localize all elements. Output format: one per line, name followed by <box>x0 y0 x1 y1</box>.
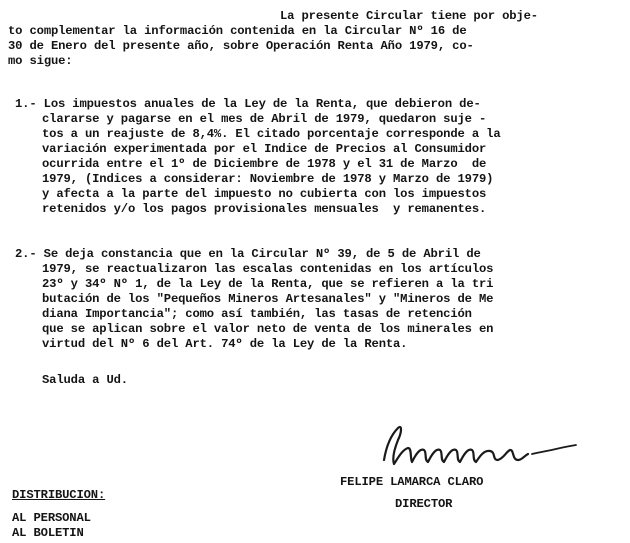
item1-line-6: 1979, (Indices a considerar: Noviembre de 1978 y Marzo de 1979) <box>42 172 494 186</box>
intro-line-4: mo sigue: <box>8 54 73 68</box>
intro-line-3: 30 de Enero del presente año, sobre Operación Renta Año 1979, co- <box>8 39 474 53</box>
item1-line-8: retenidos y/o los pagos provisionales mensuales y remanentes. <box>42 202 487 216</box>
intro-line-2: to complementar la información contenida en la Circular Nº 16 de <box>8 24 467 38</box>
item1-line-7: y afecta a la parte del impuesto no cubierta con los impuestos <box>42 187 487 201</box>
item2-line-2: 1979, se reactualizaron las escalas contenidas en los artículos <box>42 262 494 276</box>
item2-line-5: diana Importancia"; como así también, las tasas de retención <box>42 307 472 321</box>
handwritten-signature <box>372 418 582 476</box>
item2-line-1: 2.- Se deja constancia que en la Circular Nº 39, de 5 de Abril de <box>15 247 481 261</box>
item1-line-3: tos a un reajuste de 8,4%. El citado porcentaje corresponde a la <box>42 127 501 141</box>
item1-line-4: variación experimentada por el Indice de Precios al Consumidor <box>42 142 487 156</box>
item2-line-7: virtud del Nº 6 del Art. 74º de la Ley de la Renta. <box>42 337 408 351</box>
item2-line-4: butación de los "Pequeños Mineros Artesanales" y "Mineros de Me <box>42 292 494 306</box>
signatory-title: DIRECTOR <box>395 497 453 511</box>
distribution-item-personal: AL PERSONAL <box>12 511 91 525</box>
closing-text: Saluda a Ud. <box>42 373 128 387</box>
item1-line-5: ocurrida entre el 1º de Diciembre de 1978 y el 31 de Marzo de <box>42 157 487 171</box>
signatory-name: FELIPE LAMARCA CLARO <box>340 475 484 489</box>
distribution-item-boletin: AL BOLETIN <box>12 526 84 540</box>
item1-line-2: clararse y pagarse en el mes de Abril de 1979, quedaron suje - <box>42 112 487 126</box>
intro-line-1: La presente Circular tiene por obje- <box>280 9 538 23</box>
distribution-heading: DISTRIBUCION: <box>12 488 106 502</box>
item2-line-3: 23º y 34º Nº 1, de la Ley de la Renta, que se refieren a la tri <box>42 277 494 291</box>
item2-line-6: que se aplican sobre el valor neto de venta de los minerales en <box>42 322 494 336</box>
item1-line-1: 1.- Los impuestos anuales de la Ley de la Renta, que debieron de- <box>15 97 481 111</box>
